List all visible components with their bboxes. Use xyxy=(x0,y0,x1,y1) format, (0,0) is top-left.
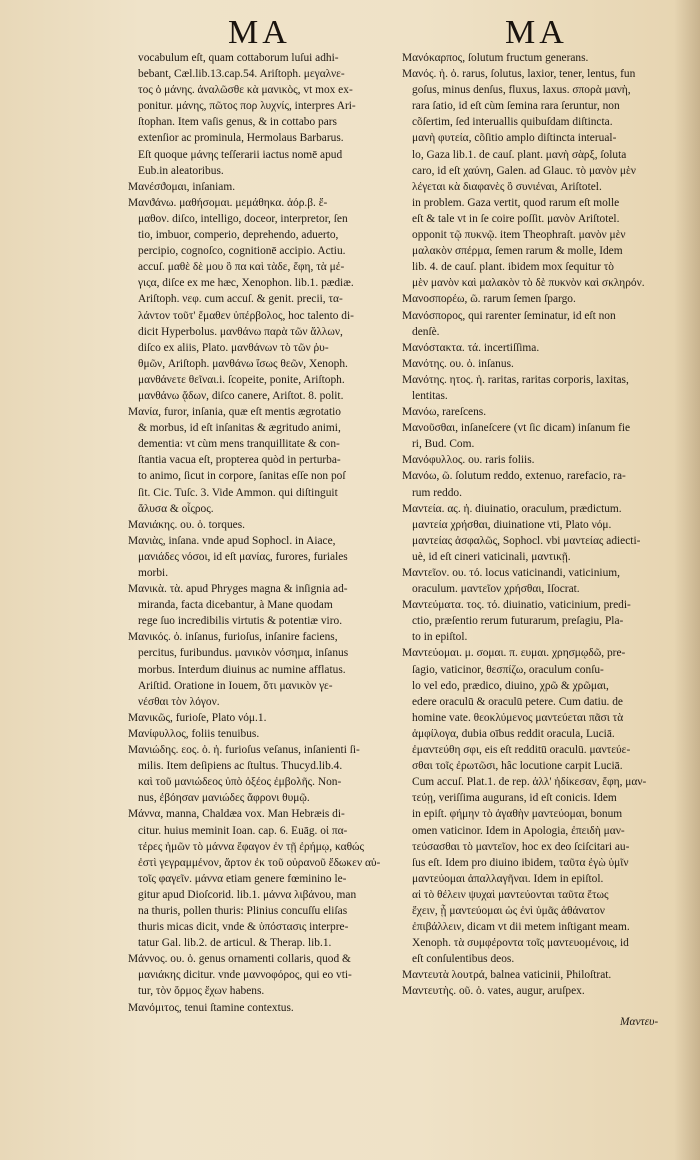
entry-text-line: Eſt quoque μάνης teſſerarii iactus nomē apud xyxy=(138,148,343,161)
entry-text-line: percitus, furibundus. μανικὸν νόσημα, inſanus xyxy=(138,647,349,660)
entry-text-line: μανιάκης dicitur. vnde μαννοφόρος, qui eo vti- xyxy=(138,969,352,982)
entry-text-line: Ariſtid. Oratione in Iouem, ὅτι μανικὸν γε- xyxy=(138,679,333,692)
left-column xyxy=(128,50,392,1016)
entry-text-line: μαντεύομαι ἀπαλλαγῆναι. Idem in epiſtol. xyxy=(412,872,604,885)
entry-text-line: denſè. xyxy=(412,325,440,338)
entry-headword-line: Μανότης. ου. ὁ. inſanus. xyxy=(402,357,514,370)
entry-text-line: ἐπιβάλλειν, dicam vt dii metem inſtigant meam. xyxy=(412,921,630,934)
entry-text-line: μανθάνετε θεῖναι.i. ſcopeite, ponite, Ariſtoph. xyxy=(138,373,345,386)
entry-text-line: caro, id eſt χαύνη, Galen. ad Glauc. τὸ μανὸν μὲν xyxy=(412,164,636,177)
entry-text-line: nus, ἐβόησαν μανιώδες ἄφρονι θυμῷ. xyxy=(138,792,310,805)
entry-text-line: ſus eſt. Idem pro diuino ibidem, ταῦτα ἐγὼ ὑμῖν xyxy=(412,856,629,869)
entry-headword-line: Μανόω, rareſcens. xyxy=(402,406,487,419)
entry-text-line: lentitas. xyxy=(412,389,448,402)
entry-text-line: to animo, ſicut in corpore, ſanitas eſſe non poſ xyxy=(138,470,346,483)
entry-headword-line: Μανόμιτος, tenui ſtamine contextus. xyxy=(128,1001,294,1014)
entry-headword-line: Μανόω, ῶ. ſolutum reddo, extenuo, rarefacio, ra- xyxy=(402,470,626,483)
entry-text-line: μαλακὸν σπέρμα, ſemen rarum & molle, Idem xyxy=(412,245,623,258)
entry-headword-line: Μαντευτὴς. οῦ. ὁ. vates, augur, aruſpex. xyxy=(402,985,585,998)
running-headword-left: MA xyxy=(228,14,291,51)
entry-headword-line: Μανόσπορος, qui rarenter ſeminatur, id eſt non xyxy=(402,309,616,322)
page-edge-shadow xyxy=(674,0,700,1160)
entry-headword-line: Μαντεῖον. ου. τό. locus vaticinandi, vaticinium, xyxy=(402,567,620,579)
entry-text-line: ponitur. μάνης, πῶτος πορ λυχνίς, interpres Ari- xyxy=(138,100,356,113)
entry-text-line: ctio, præſentio rerum futurarum, preſagiu, Pla- xyxy=(412,615,624,628)
entry-text-line: μανιάδες νόσοι, id eſt μανίας, furores, furiales xyxy=(138,550,348,563)
entry-text-line: ſtophan. Item vaſis genus, & in cottabo pars xyxy=(138,116,337,129)
entry-headword-line: Μανικὰ. τὰ. apud Phryges magna & inſignia ad- xyxy=(128,583,348,596)
entry-text-line: diſco ex aliis, Plato. μανθάνων τὸ τῶν ῥυ- xyxy=(138,341,329,354)
entry-text-line: αἱ τὸ θέλειν ψυχαὶ μαντεύονται ταῦτα ἔτως xyxy=(412,888,609,901)
entry-text-line: λέγεται κὰ διαφανὲς ὃ συνιέναι, Ariſtotel. xyxy=(412,180,602,193)
entry-text-line: in problem. Gaza vertit, quod rarum eſt molle xyxy=(412,196,620,209)
entry-text-line: ſagio, vaticinor, θεσπίζω, oraculum conſu- xyxy=(412,663,604,676)
entry-text-line: Ariſtoph. νεφ. cum accuſ. & genit. precii, τα- xyxy=(138,293,343,306)
entry-text-line: percipio, cognoſco, cognitionē accipio. Actiu. xyxy=(138,245,346,258)
entry-text-line: Cum accuſ. Plat.1. de rep. ἀλλ' ἠδίκεσαν, ἔφη, μαν- xyxy=(412,776,647,789)
entry-text-line: tatur Gal. lib.2. de articul. & Therap. lib.1. xyxy=(138,937,332,950)
entry-headword-line: Μαντευτὰ λουτρά, balnea vaticinii, Philoſtrat. xyxy=(402,969,612,982)
entry-text-line: rum reddo. xyxy=(412,486,462,499)
entry-text-line: σθαι τοῖς ἐρωτῶσι, hâc locutione carpit Luciā. xyxy=(412,760,623,773)
entry-text-line: accuſ. μαθὲ δὲ μου ὃ πα καὶ τὰδε, ἔφη, τὰ μέ- xyxy=(138,261,345,274)
entry-headword-line: Μαντεία. ας. ἡ. diuinatio, oraculum, prædictum. xyxy=(402,502,622,515)
entry-text-line: eſt conſulentibus deos. xyxy=(412,953,515,966)
entry-text-line: dementia: vt cùm mens tranquillitate & con- xyxy=(138,438,340,451)
entry-text-line: μαντείας ἀσφαλῶς, Sophocl. vbi μαντείας adiecti- xyxy=(412,534,641,547)
entry-headword-line: Μανοῦσθαι, inſaneſcere (vt ſic dicam) inſanum fie xyxy=(402,422,631,435)
entry-text-line: νέσθαι τὸν λόγον. xyxy=(138,695,220,708)
entry-text-line: τος ὁ μάνης. ἀναλῶσθε κὰ μανικὸς, vt mox ex- xyxy=(138,84,353,97)
entry-text-line: ἀμφίλογα, dubia oībus reddit oracula, Luciā. xyxy=(412,727,615,740)
entry-text-line: bebant, Cæl.lib.13.cap.54. Ariſtoph. μεγαλνε- xyxy=(138,68,345,81)
entry-text-line: gitur apud Dioſcorid. lib.1. μάννα λιβάνου, man xyxy=(138,888,357,901)
catchword: Μαντευ- xyxy=(620,1016,659,1028)
entry-text-line: ἔχειν, ᾗ μαντεύομαι ὡς ἐνὶ ὑμᾶς ἀθάνατον xyxy=(412,904,605,917)
entry-text-line: τοῖς φαγεῖν. μάννα etiam genere fœminino le- xyxy=(138,872,347,885)
entry-text-line: miranda, facta dicebantur, à Mane quodam xyxy=(138,599,333,612)
entry-text-line: lib. 4. de cauſ. plant. ibidem mox ſequitur τὸ xyxy=(412,261,614,274)
entry-text-line: ἐστὶ γεγραμμένον, ἄρτον ἐκ τοῦ οὐρανοῦ ἔδωκεν αὐ- xyxy=(138,856,381,869)
entry-text-line: cõſertim, ſed interuallis quibuſdam diſtincta. xyxy=(412,116,613,129)
entry-headword-line: Μανόστακτα. τά. incertiſſima. xyxy=(402,341,540,354)
entry-text-line: & morbus, id eſt inſanitas & ægritudo animi, xyxy=(138,422,341,435)
entry-text-line: rege ſuo incredibilis virtutis & potentiæ viro. xyxy=(138,615,343,628)
entry-text-line: μὲν μανὸν καὶ μαλακὸν τὸ δὲ πυκνὸν καὶ σκληρόν. xyxy=(412,277,645,290)
entry-headword-line: Μανόκαρπος, ſolutum fructum generans. xyxy=(402,52,589,64)
entry-text-line: morbi. xyxy=(138,567,169,579)
entry-headword-line: Μανιὰς, inſana. vnde apud Sophocl. in Aiace, xyxy=(128,534,336,547)
entry-text-line: in epiſt. φήμην τὸ ἀγαθὴν μαντεύομαι, bonum xyxy=(412,808,623,821)
entry-text-line: Xenoph. τὰ συμφέροντα τοῖς μαντευομένοις, id xyxy=(412,937,629,950)
entry-headword-line: Μανότης. ητος. ἡ. raritas, raritas corporis, laxitas, xyxy=(402,373,629,386)
entry-headword-line: Μανία, furor, inſania, quæ eſt mentis ægrotatio xyxy=(128,406,341,419)
entry-headword-line: Μανοσπορέω, ῶ. rarum ſemen ſpargo. xyxy=(402,293,576,306)
entry-text-line: μαντεία χρήσθαι, diuinatione vti, Plato νόμ. xyxy=(412,518,612,531)
entry-text-line: na thuris, pollen thuris: Plinius concuſſu eliſas xyxy=(138,904,348,917)
entry-text-line: morbus. Interdum diuinus ac numine afflatus. xyxy=(138,663,346,676)
entry-text-line: goſus, minus denſus, fluxus, laxus. σπορὰ μανὴ, xyxy=(412,84,631,97)
entry-headword-line: Μάννος. ου. ὁ. genus ornamenti collaris, quod & xyxy=(128,953,351,966)
entry-headword-line: Μανόφυλλος. ου. raris foliis. xyxy=(402,454,535,467)
entry-text-line: edere oraculū & oraculū petere. Cum datiu. de xyxy=(412,695,623,708)
entry-headword-line: Μανίφυλλος, foliis tenuibus. xyxy=(128,727,260,740)
entry-text-line: thuris micas dicit, vnde & ὑπόστασις interpre- xyxy=(138,921,349,934)
entry-text-line: ri, Bud. Com. xyxy=(412,438,475,451)
entry-text-line: τεύσασθαι τὸ μαντεῖον, hoc ex deo ſciſcitari au- xyxy=(412,840,630,853)
entry-text-line: μαθον. diſco, intelligo, doceor, interpretor, ſen xyxy=(138,212,348,225)
entry-text-line: λάντον τοῦτ' ἔμαθεν ὑπέρβολος, hoc talento di- xyxy=(138,309,354,322)
entry-text-line: μανὴ φυτεία, cõſitio amplo diſtincta interual- xyxy=(412,132,617,145)
entry-headword-line: Μανικός. ὁ. inſanus, furioſus, inſanire faciens, xyxy=(128,631,338,644)
entry-headword-line: Μάννα, manna, Chaldæa vox. Man Hebræis di- xyxy=(128,808,345,821)
entry-text-line: τεύῃ, veriſſima augurans, id eſt conicis. Idem xyxy=(412,792,617,805)
entry-text-line: citur. huius meminit Ioan. cap. 6. Euāg. οἱ πα- xyxy=(138,824,348,837)
entry-text-line: homine vate. θεοκλύμενος μαντεύεται πᾶσι τὰ xyxy=(412,711,624,724)
entry-text-line: rara ſatio, id eſt cùm ſemina rara ſeruntur, non xyxy=(412,100,620,113)
entry-headword-line: Μανϑάνω. μαθήσομαι. μεμάθηκα. ἀόρ.β. ἔ- xyxy=(128,196,328,209)
entry-text-line: opponit τῷ πυκνῷ. item Theophraſt. μανὸν μὲν xyxy=(412,229,626,242)
entry-text-line: γιςα, diſce ex me hæc, Xenophon. lib.1. pædiæ. xyxy=(138,277,354,290)
entry-text-line: tio, imbuor, comperio, deprehendo, aduerto, xyxy=(138,229,339,242)
entry-text-line: ἄλυσα & οἶςρος. xyxy=(138,502,214,515)
entry-text-line: μανθάνω ᾄδων, diſco canere, Ariſtot. 8. polit. xyxy=(138,389,344,402)
right-column xyxy=(402,50,664,1000)
entry-text-line: dicit Hyperbolus. μανθάνω παρὰ τῶν ἄλλων, xyxy=(138,325,343,338)
entry-headword-line: Μανικῶς, furioſe, Plato νόμ.1. xyxy=(128,711,267,724)
entry-text-line: Eub.in aleatoribus. xyxy=(138,164,224,177)
entry-text-line: eſt & tale vt in ſe coire poſſit. μανὸν Ariſtotel. xyxy=(412,212,620,225)
entry-text-line: ἐμαντεύθη σφι, eis eſt redditū oraculū. μαντεύε- xyxy=(412,744,631,757)
entry-text-line: omen vaticinor. Idem in Apologia, ἐπειδὴ μαν- xyxy=(412,824,625,837)
entry-headword-line: Μανός. ἡ. ὁ. rarus, ſolutus, laxior, tener, lentus, fun xyxy=(402,68,636,81)
entry-headword-line: Μαντεύματα. τος. τό. diuinatio, vaticinium, predi- xyxy=(402,599,631,612)
entry-text-line: oraculum. μαντεῖον χρήσθαι, Iſocrat. xyxy=(412,583,580,596)
entry-headword-line: Μανιώδης. εος. ὁ. ἡ. furioſus veſanus, inſanienti ſi- xyxy=(128,744,360,757)
entry-headword-line: Μανέσϑομαι, inſaniam. xyxy=(128,180,236,193)
entry-text-line: uè, id eſt cineri vaticinali, μαντικῇ. xyxy=(412,550,571,563)
entry-text-line: τέρες ἡμῶν τὸ μάννα ἔφαγον ἐν τῇ ἐρήμῳ, καθώς xyxy=(138,840,365,853)
entry-text-line: ſit. Cic. Tuſc. 3. Vide Ammon. qui diſtinguit xyxy=(138,486,338,499)
entry-text-line: extenſior ac prominula, Hermolaus Barbarus. xyxy=(138,132,344,145)
entry-text-line: ſtantia vacua eſt, propterea quòd in perturba- xyxy=(138,454,341,467)
running-headword-right: MA xyxy=(505,14,568,51)
entry-text-line: θμῶν, Ariſtoph. μανθάνω ἴσως θεῶν, Xenoph. xyxy=(138,357,348,370)
entry-text-line: milis. Item deſipiens ac ſtultus. Thucyd.lib.4. xyxy=(138,760,343,773)
entry-text-line: καὶ τοῦ μανιώδεος ὑπὸ ὀξέος ἐμβολῆς. Non- xyxy=(138,776,342,789)
entry-headword-line: Μαντεύομαι. μ. σομαι. π. ευμαι. χρησμῳδῶ, pre- xyxy=(402,647,626,660)
entry-text-line: to in epiſtol. xyxy=(412,631,468,644)
entry-text-line: lo vel edo, prædico, diuino, χρῶ & χρῶμαι, xyxy=(412,679,609,692)
entry-headword-line: Μανιάκης. ου. ὁ. torques. xyxy=(128,518,245,531)
entry-text-line: tur, τὸν ὅρμος ἔχων habens. xyxy=(138,985,265,998)
entry-text-line: vocabulum eſt, quam cottaborum luſui adhi- xyxy=(138,52,339,64)
entry-text-line: lo, Gaza lib.1. de cauſ. plant. μανὴ σὰρξ, ſoluta xyxy=(412,148,627,161)
